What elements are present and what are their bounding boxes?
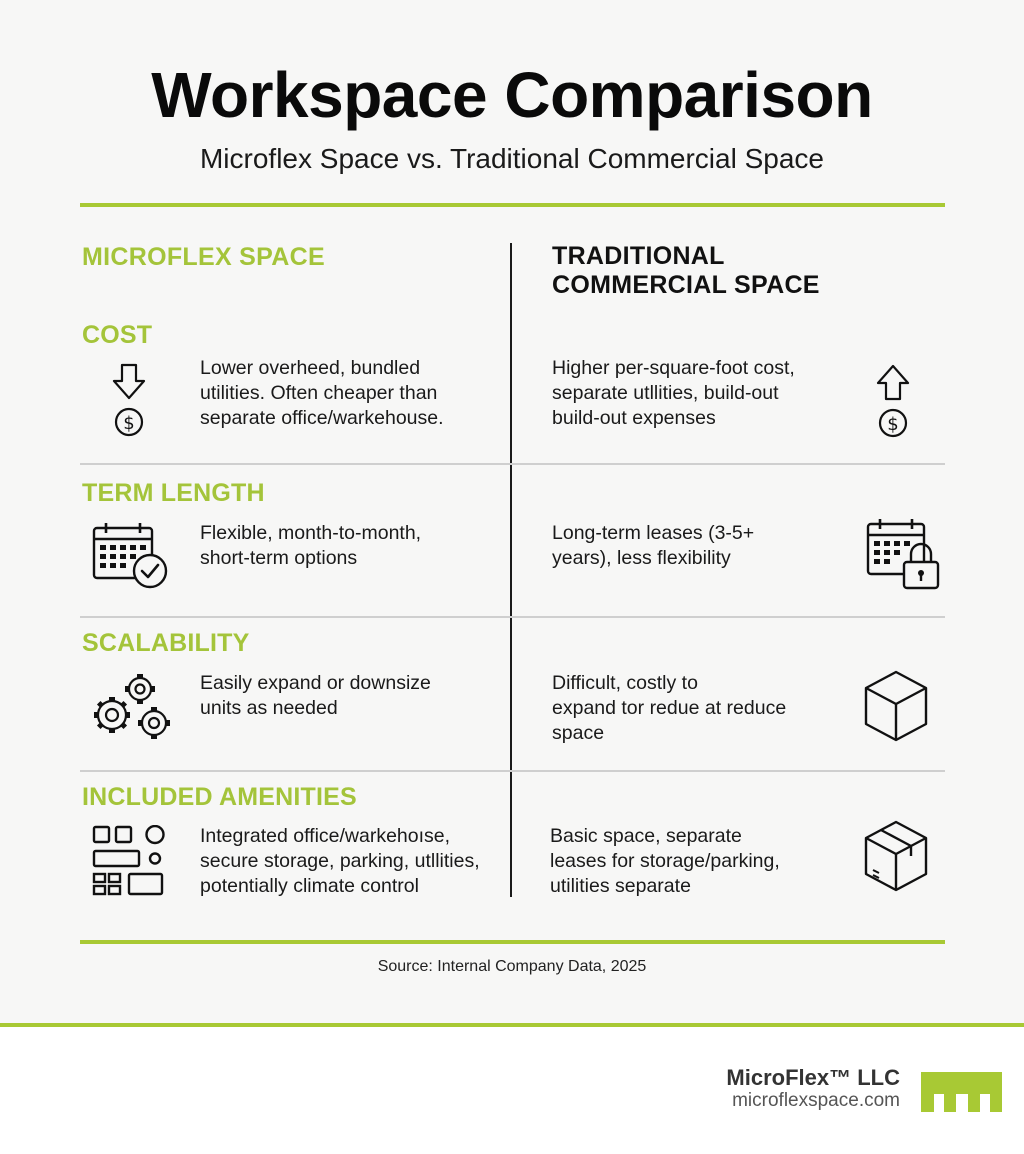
text-line: short-term options xyxy=(200,547,358,569)
text-line: Easily expand or downsize xyxy=(200,672,431,694)
column-divider xyxy=(510,243,512,897)
building-logo-icon xyxy=(921,1072,1002,1117)
column-header-traditional xyxy=(552,242,892,300)
page-subtitle: Microflex Space vs. Traditional Commercial Space xyxy=(199,143,824,174)
cost-microflex-text xyxy=(200,356,500,431)
bottom-divider xyxy=(80,940,945,944)
box-icon xyxy=(863,820,929,892)
amenities-microflex-text xyxy=(200,824,500,899)
svg-text:$: $ xyxy=(887,414,899,435)
column-header-traditional-line2: COMMERCIAL SPACE xyxy=(552,271,820,299)
text-line: separate utllities, build-out xyxy=(552,382,779,404)
top-divider xyxy=(80,203,945,207)
column-header-microflex: MICROFLEX SPACE xyxy=(82,243,325,271)
section-title-scalability: SCALABILITY xyxy=(82,629,250,657)
term-microflex-text xyxy=(200,521,500,571)
scalability-microflex-text xyxy=(200,671,500,721)
calendar-lock-icon xyxy=(866,518,942,592)
term-traditional-text xyxy=(552,521,852,571)
text-line: Basic space, separate xyxy=(550,825,742,847)
source-note: Source: Internal Company Data, 2025 xyxy=(377,958,647,975)
section-title-included-amenities: INCLUDED AMENITIES xyxy=(82,783,357,811)
arrow-down-dollar-icon xyxy=(109,363,149,439)
cube-icon xyxy=(863,670,929,742)
calendar-check-icon xyxy=(92,522,170,590)
brand-url: microflexspace.com xyxy=(732,1090,900,1111)
text-line: leases for storage/parking, xyxy=(550,850,780,872)
text-line: Long-term leases (3-5+ xyxy=(552,522,755,544)
layout-blocks-icon xyxy=(92,825,166,897)
brand-name: MicroFlex™ LLC xyxy=(726,1065,900,1090)
row-divider xyxy=(80,616,945,618)
text-line: utilities. Often cheaper than xyxy=(200,382,438,404)
text-line: Flexible, month-to-month, xyxy=(200,522,422,544)
gears-icon xyxy=(88,671,172,743)
text-line: Lower overheed, bundled xyxy=(200,357,421,379)
text-line: units as needed xyxy=(200,697,338,719)
text-line: secure storage, parking, utllities, xyxy=(200,850,480,872)
column-header-traditional-line1: TRADITIONAL xyxy=(552,242,725,270)
cost-traditional-text xyxy=(552,356,852,431)
section-title-term-length: TERM LENGTH xyxy=(82,479,265,507)
arrow-up-dollar-icon xyxy=(873,364,913,440)
text-line: utilities separate xyxy=(550,875,691,897)
svg-text:$: $ xyxy=(123,413,135,434)
text-line: separate office/warkehouse. xyxy=(200,407,444,429)
text-line: potentially climate control xyxy=(200,875,419,897)
text-line: expand tor redue at reduce xyxy=(552,697,787,719)
text-line: space xyxy=(552,722,605,744)
text-line: Difficult, costly to xyxy=(552,672,698,694)
text-line: Integrated office/warkehoıse, xyxy=(200,825,451,847)
section-title-cost: COST xyxy=(82,321,153,349)
text-line: Higher per-square-foot cost, xyxy=(552,357,795,379)
amenities-traditional-text xyxy=(550,824,850,899)
scalability-traditional-text xyxy=(552,671,852,746)
text-line: build-out expenses xyxy=(552,407,716,429)
text-line: years), less flexibility xyxy=(552,547,731,569)
row-divider xyxy=(80,463,945,465)
page-title: Workspace Comparison xyxy=(151,59,873,131)
row-divider xyxy=(80,770,945,772)
